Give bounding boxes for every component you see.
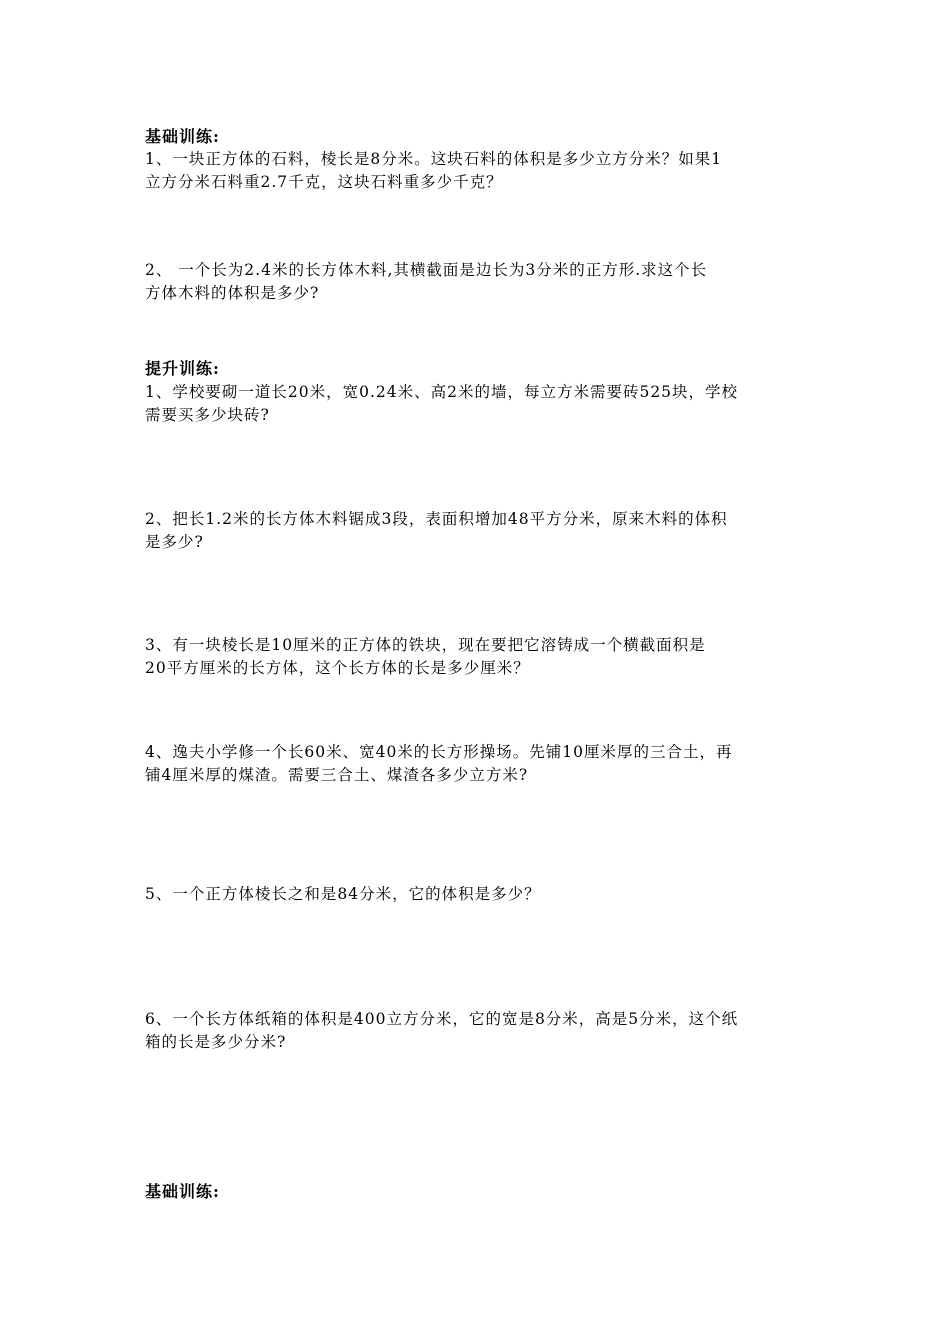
- advanced-problem-3: 3、有一块棱长是10厘米的正方体的铁块，现在要把它溶铸成一个横截面积是 20平方厘米的长方体，这个长方体的长是多少厘米？: [145, 636, 706, 677]
- section-heading-advanced: 提升训练:: [145, 359, 220, 378]
- advanced-problem-5: 5、一个正方体棱长之和是84分米，它的体积是多少？: [145, 885, 541, 903]
- basic-problem-2: 2、 一个长为2.4米的长方体木料,其横截面是边长为3分米的正方形.求这个长 方体木料的体积是多少?: [145, 261, 708, 302]
- section-heading-basic: 基础训练:: [145, 127, 220, 146]
- advanced-problem-4: 4、逸夫小学修一个长60米、宽40米的长方形操场。先铺10厘米厚的三合土，再 铺4厘米厚的煤渣。需要三合土、煤渣各多少立方米?: [145, 743, 733, 784]
- basic-problem-1: 1、一块正方体的石料，棱长是8分米。这块石料的体积是多少立方分米？如果1 立方分米石料重2.7千克，这块石料重多少千克？: [145, 150, 723, 191]
- advanced-problem-2: 2、把长1.2米的长方体木料锯成3段，表面积增加48平方分米，原来木料的体积 是多少?: [145, 510, 728, 551]
- advanced-problem-6: 6、一个长方体纸箱的体积是400立方分米，它的宽是8分米，高是5分米，这个纸 箱的长是多少分米?: [145, 1010, 739, 1051]
- section-heading-basic-2: 基础训练:: [145, 1182, 220, 1201]
- advanced-problem-1: 1、学校要砌一道长20米，宽0.24米、高2米的墙，每立方米需要砖525块，学校 需要买多少块砖?: [145, 383, 739, 424]
